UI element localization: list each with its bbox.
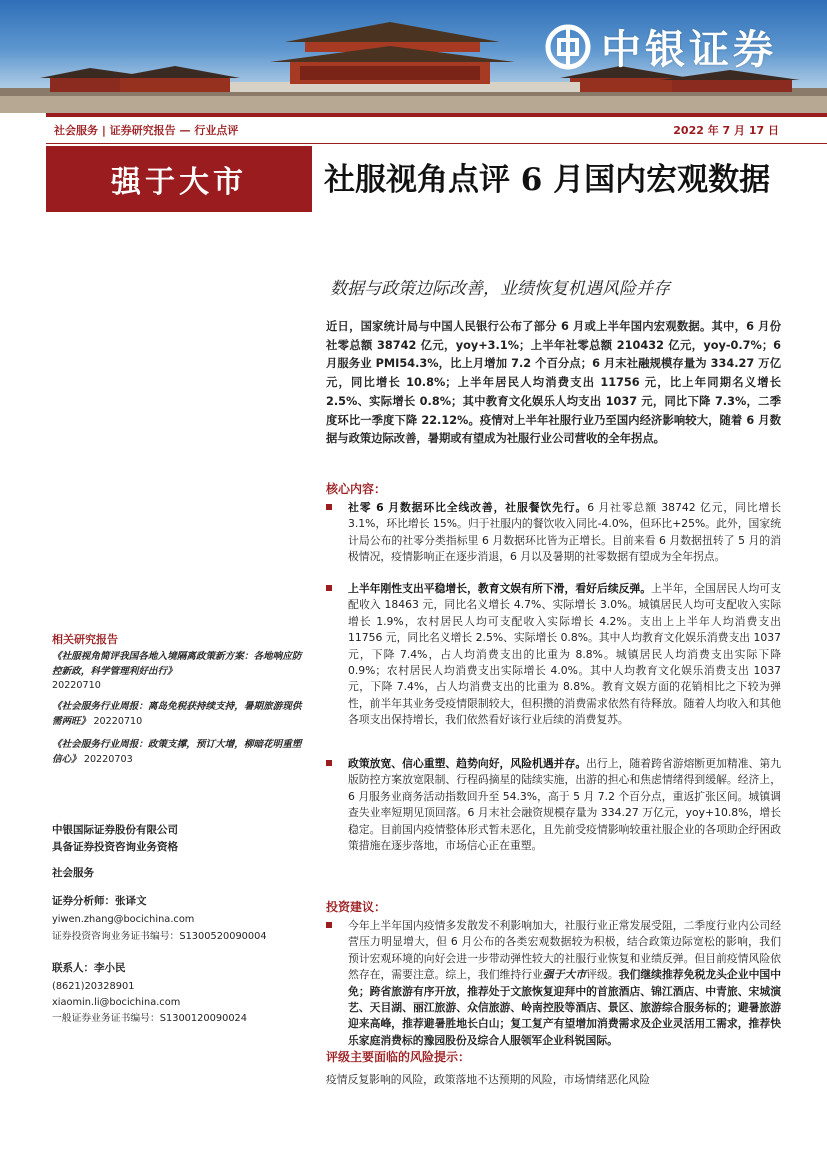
bullet-square-icon bbox=[326, 922, 332, 928]
related-item-1[interactable]: 《社服视角简评我国各地入境隔离政策新方案：各地响应防控新政，科学管理利好出行》 20220710 bbox=[52, 651, 302, 692]
bullet-square-icon bbox=[326, 760, 332, 766]
analyst-label: 证券分析师：张译文 bbox=[52, 895, 147, 907]
core-item-2-body: 上半年，全国居民人均可支配收入 18463 元，同比名义增长 4.7%、实际增长 3.0%。城镇居民人均可支配收入实际增长 1.9%，农村居民人均可支配收入实际增长 4.2%。支出上上半年人均消费支出 11756 元，同比名义增长 2.5%、实际增长 0.8%。其中人均教育文化娱乐消费支出 1037 元，下降 7.4%，占人均消费支出的比重为 8.8%。城镇居民人均消费支出实际下降 0.9%；农村居民人均消费支出实际增长 4.0%。其中人均教育文化娱乐消费支出 1037 元，下降 7.4%，占人均消费支出的比重为 8.8%。教育文娱方面的花销相比之下较为弹性，前半年其业务受疫情限制较大，但积攒的消费需求依然有待释放。随着人均收入和其他各项支出保持增长，我们依然看好该行业后续的消费复苏。 bbox=[348, 582, 782, 727]
brand-logo bbox=[545, 18, 777, 75]
header-divider bbox=[46, 113, 827, 117]
report-category: 社会服务 | 证券研究报告 — 行业点评 bbox=[54, 124, 239, 137]
core-item-2-lead: 上半年刚性支出平稳增长，教育文娱有所下滑，看好后续反弹。 bbox=[348, 582, 652, 595]
invest-heading: 投资建议： bbox=[326, 900, 387, 914]
invest-text-b: 评级。 bbox=[586, 968, 619, 982]
boc-logo-icon bbox=[545, 24, 591, 70]
related-item-3[interactable]: 《社会服务行业周报：政策支撑，预订大增，柳暗花明重塑信心》 20220703 bbox=[52, 739, 302, 765]
core-item-1-body: 6 月社零总额 38742 亿元，同比增长 3.1%，环比增长 15%。归于社服内的餐饮收入同比-4.0%，但环比+25%。此外，国家统计局公布的社零分类指标里 6 月数据环比皆为正增长。目前来看 6 月数据扭转了 5 月的消极情况，疫情影响正在逐步消退，6 月以及暑期的社零数据有望成为全年拐点。 bbox=[348, 501, 782, 564]
invest-bold: 我们继续推荐免税龙头企业中国中免；跨省旅游有序开放，推荐处于文旅恢复迎拜中的首旅酒店、锦江酒店、中青旅、宋城演艺、天目湖、丽江旅游、众信旅游、岭南控股等酒店、景区、旅游综合服务标的；避暑旅游迎来高峰，推荐避暑胜地长白山；复工复产有望增加消费需求及企业灵活用工需求，推荐快乐家庭消费标的豫园股份及综合人服领军企业科锐国际。 bbox=[348, 968, 782, 1047]
summary-paragraph: 近日，国家统计局与中国人民银行公布了部分 6 月或上半年国内宏观数据。其中，6 月份社零总额 38742 亿元，yoy+3.1%；上半年社零总额 210432 亿元，yoy-0.7%；6 月服务业 PMI54.3%，比上月增加 7.2 个百分点；6 月末社融规模存量为 334.27 万亿元，同比增长 10.8%；上半年居民人均消费支出 11756 元，比上年同期名义增长 2.5%、实际增长 0.8%；其中教育文化娱乐人均支出 1037 元，同比下降 7.3%，二季度环比一季度下降 22.12%。疫情对上半年社服行业乃至国内经济影响较大，随着 6 月数据与政策边际改善，暑期或有望成为社服行业公司营收的全年拐点。 bbox=[326, 320, 781, 446]
related-item-2[interactable]: 《社会服务行业周报：离岛免税获持续支持，暑期旅游现供需两旺》 20220710 bbox=[52, 701, 302, 727]
bullet-square-icon bbox=[326, 585, 332, 591]
company-name: 中银国际证券股份有限公司 bbox=[52, 824, 178, 836]
page-title: 社服视角点评 6 月国内宏观数据 bbox=[324, 162, 771, 198]
core-item-1-lead: 社零 6 月数据环比全线改善，社服餐饮先行。 bbox=[348, 501, 588, 514]
risk-heading: 评级主要面临的风险提示： bbox=[326, 1050, 471, 1064]
company-license: 具备证券投资咨询业务资格 bbox=[52, 841, 178, 853]
core-item-3-body: 出行上，随着跨省游熔断更加精准、第九版防控方案放宽限制、行程码摘星的陆续实施，出游的担心和焦虑情绪得到缓解。经济上，6 月服务业商务活动指数回升至 54.3%，高于 5 月 7.2 个百分点，重返扩张区间。城镇调查失业率短期见顶回落。6 月末社会融资规模存量为 334.27 万亿元，yoy+10.8%，增长稳定。目前国内疫情整体形式暂未恶化，且先前受疫情影响较重社服企业的各项助企纾困政策措施在逐步落地，市场信心正在重塑。 bbox=[348, 757, 782, 853]
related-heading: 相关研究报告 bbox=[52, 633, 118, 646]
meta-bar bbox=[46, 120, 827, 140]
brand-name: 中银证券 bbox=[601, 26, 777, 73]
invest-text-a: 今年上半年国内疫情多发散发不利影响加大，社服行业正常发展受阻，二季度行业内公司经营压力明显增大，但 6 月公布的各类宏观数据较为积极，结合政策边际宽松的影响，我们预计宏观环境的向好会进一步带动弹性较大的社服行业恢复和业绩反弹。但目前疫情风险依然存在，需要注意。综上，我们维持行业 bbox=[348, 919, 781, 982]
risk-text: 疫情反复影响的风险，政策落地不达预期的风险，市场情绪恶化风险 bbox=[326, 1073, 650, 1086]
contact-cert: 一般证券业务证书编号：S1300120090024 bbox=[52, 1013, 248, 1024]
report-date: 2022 年 7 月 17 日 bbox=[673, 124, 779, 137]
invest-item bbox=[326, 918, 781, 1049]
company-sector: 社会服务 bbox=[52, 867, 94, 879]
core-item-2 bbox=[326, 581, 781, 729]
contact-phone: (8621)20328901 bbox=[52, 981, 135, 992]
analyst-email[interactable]: yiwen.zhang@bocichina.com bbox=[52, 914, 195, 925]
meta-divider bbox=[46, 143, 827, 144]
invest-rating-inline: 强于大市 bbox=[542, 968, 587, 982]
header-banner bbox=[0, 0, 827, 113]
analyst-cert: 证券投资咨询业务证书编号：S1300520090004 bbox=[52, 931, 267, 942]
bullet-square-icon bbox=[326, 504, 332, 510]
contact-label: 联系人：李小民 bbox=[52, 962, 126, 974]
rating-badge: 强于大市 bbox=[46, 146, 312, 212]
core-item-3-lead: 政策放宽、信心重塑、趋势向好，风险机遇并存。 bbox=[348, 757, 587, 770]
core-item-3 bbox=[326, 756, 781, 854]
core-item-1 bbox=[326, 500, 781, 566]
page-subtitle: 数据与政策边际改善，业绩恢复机遇风险并存 bbox=[330, 279, 670, 299]
core-heading: 核心内容： bbox=[326, 482, 387, 496]
contact-email[interactable]: xiaomin.li@bocichina.com bbox=[52, 997, 181, 1008]
